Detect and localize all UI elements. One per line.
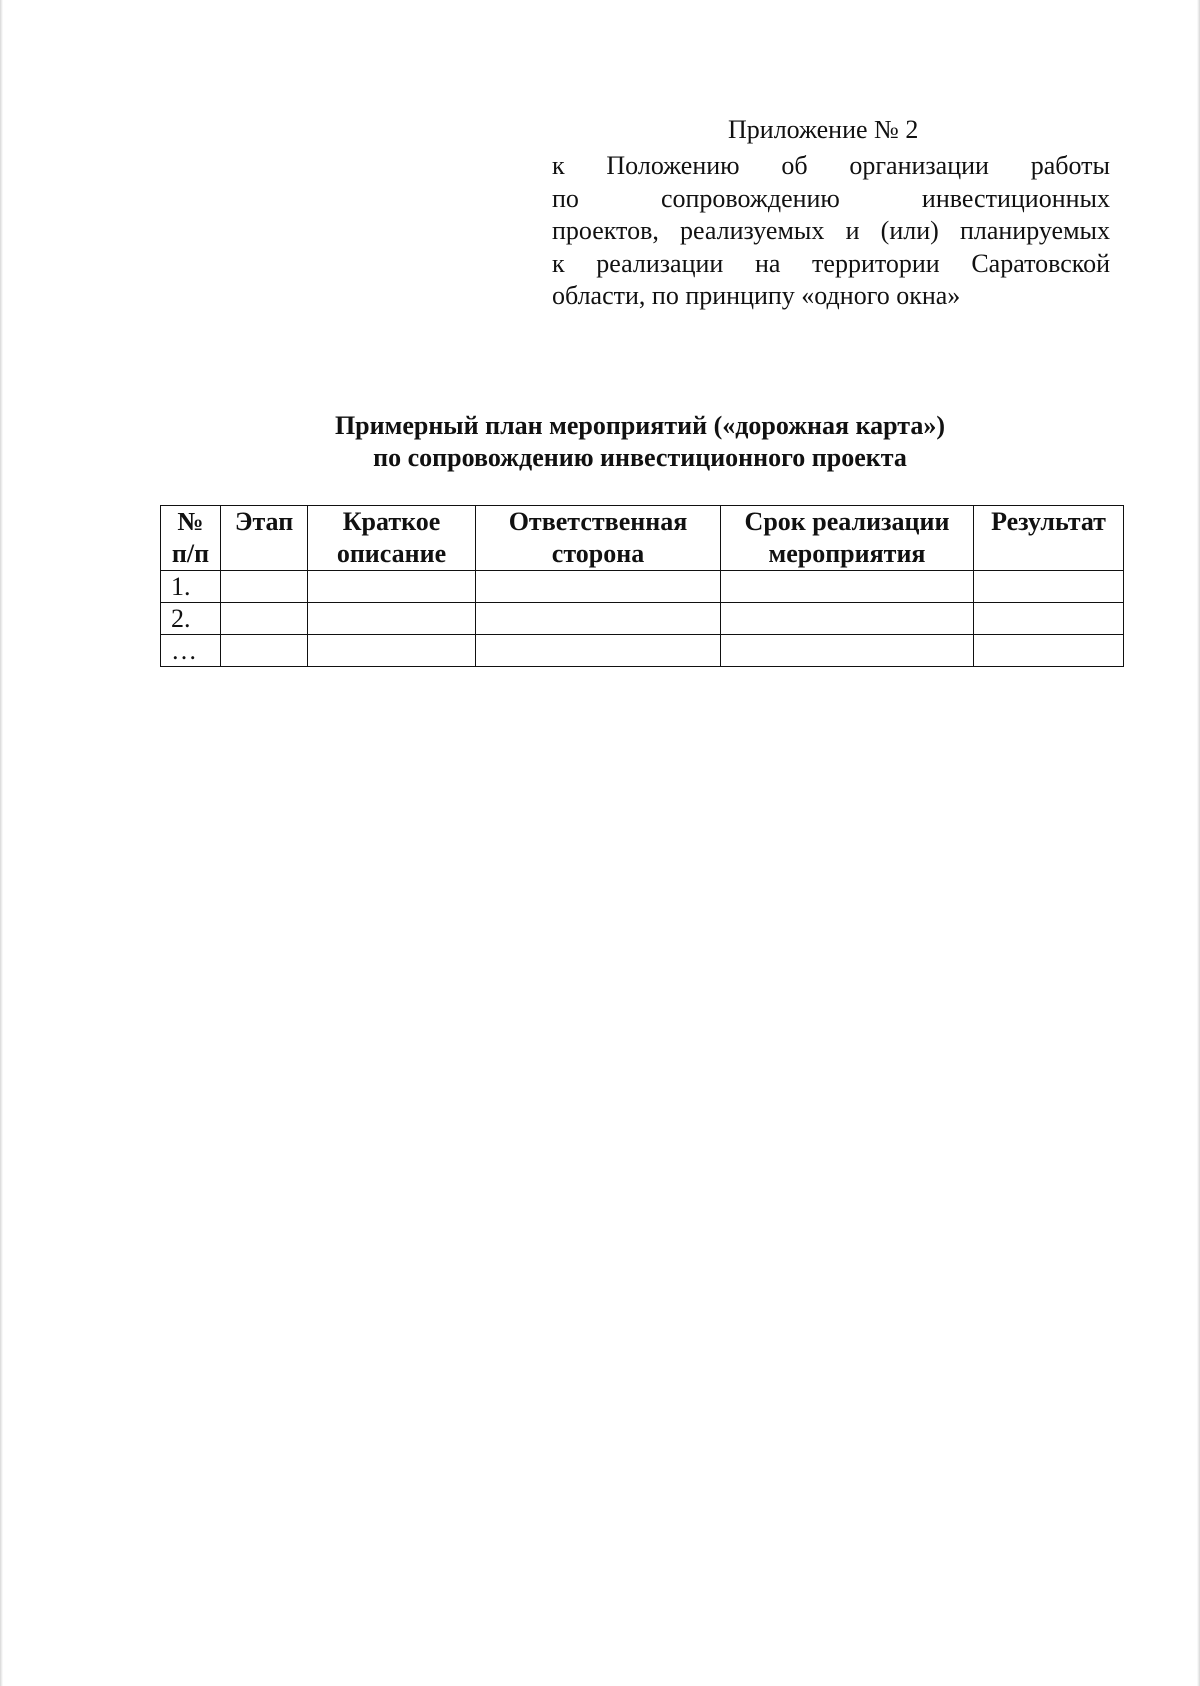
appendix-reference-line: к Положению об организации работы [552,151,1110,180]
table-cell-number: 1. [161,571,221,603]
table-cell-number: … [161,635,221,667]
table-cell [308,571,476,603]
appendix-reference-line: области, по принципу «одного окна» [552,281,961,310]
appendix-reference [552,150,1110,313]
table-cell [476,635,721,667]
table-cell [308,635,476,667]
table-header-row [161,506,1124,571]
table-cell-number: 2. [161,603,221,635]
header-deadline: Срок реализации мероприятия [721,506,974,571]
appendix-reference-line: проектов, реализуемых и (или) планируемых [552,216,1110,245]
table-cell [974,571,1124,603]
header-responsible-party: Ответственная сторона [476,506,721,571]
appendix-title: Приложение № 2 [728,115,919,144]
table-row [161,635,1124,667]
table-cell [476,603,721,635]
appendix-reference-line: по сопровождению инвестиционных [552,183,1110,213]
appendix-reference-line: к реализации на территории Саратовской [552,248,1110,278]
table-cell [721,635,974,667]
table-cell [308,603,476,635]
table-cell [721,603,974,635]
document-heading [150,410,1130,474]
table-row [161,571,1124,603]
table-cell [974,635,1124,667]
header-result: Результат [974,506,1124,571]
document-heading-line: по сопровождению инвестиционного проекта [373,443,907,472]
table-cell [721,571,974,603]
document-heading-line: Примерный план мероприятий («дорожная карта») [334,411,946,440]
table-row [161,603,1124,635]
table-cell [476,571,721,603]
header-stage: Этап [221,506,308,571]
header-number: № п/п [161,506,221,571]
roadmap-table [160,505,1124,667]
table-cell [974,603,1124,635]
table-cell [221,635,308,667]
table-cell [221,603,308,635]
page-edge-left [0,0,3,1686]
table-cell [221,571,308,603]
header-description: Краткое описание [308,506,476,571]
